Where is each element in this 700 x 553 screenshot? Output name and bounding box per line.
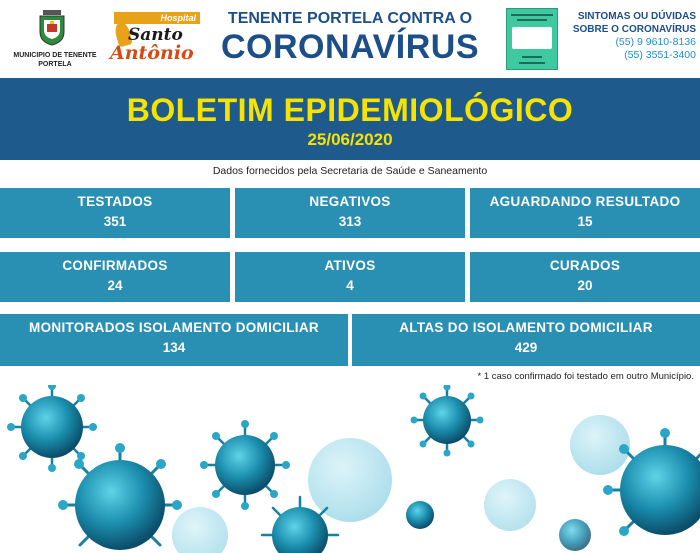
poster-line — [522, 56, 542, 58]
stat-label: CONFIRMADOS — [62, 258, 168, 273]
stat-value: 4 — [346, 278, 354, 293]
stat-label: ALTAS DO ISOLAMENTO DOMICILIAR — [399, 320, 653, 335]
stat-label: AGUARDANDO RESULTADO — [489, 194, 681, 209]
stat-value: 24 — [107, 278, 123, 293]
hospital-logo — [108, 12, 204, 68]
virus — [406, 501, 434, 529]
header — [0, 0, 700, 78]
stat-label: TESTADOS — [77, 194, 153, 209]
stat-value: 313 — [338, 214, 362, 229]
virus — [200, 420, 290, 510]
hospital-name-antonio: Antônio — [110, 42, 194, 64]
stat-label: CURADOS — [549, 258, 621, 273]
municipal-crest-icon — [38, 10, 66, 46]
stat-label: ATIVOS — [324, 258, 376, 273]
stat-label: NEGATIVOS — [309, 194, 391, 209]
campaign-title: CORONAVÍRUS — [221, 28, 479, 66]
stat-value: 134 — [162, 340, 186, 355]
stat-ativos — [235, 252, 465, 302]
poster-line — [517, 19, 547, 21]
contact-line-1: SINTOMAS OU DÚVIDAS — [577, 11, 696, 22]
stat-value: 20 — [577, 278, 593, 293]
bulletin-date: 25/06/2020 — [307, 130, 393, 149]
stat-value: 15 — [577, 214, 593, 229]
virus — [411, 385, 484, 457]
data-source: Dados fornecidos pela Secretaria de Saúde e Saneamento — [212, 165, 488, 177]
contact-phone-1: (55) 9 9610-8136 — [615, 36, 696, 48]
municipality-name: MUNICIPIO DE TENENTE PORTELA — [13, 52, 97, 68]
campaign-poster-image — [506, 8, 558, 70]
virus-blur — [484, 479, 536, 531]
stat-aguardando — [470, 188, 700, 238]
stat-label: MONITORADOS ISOLAMENTO DOMICILIAR — [29, 320, 319, 335]
virus — [7, 385, 97, 472]
stat-altas — [352, 314, 700, 366]
stat-value: 429 — [514, 340, 538, 355]
virus-blur — [308, 438, 392, 522]
bulletin-banner — [0, 78, 700, 160]
stat-curados — [470, 252, 700, 302]
virus-blur — [172, 507, 228, 553]
contact-info — [560, 10, 696, 62]
poster-line — [519, 62, 545, 64]
stat-value: 351 — [103, 214, 127, 229]
bulletin-title: BOLETIM EPIDEMIOLÓGICO — [126, 92, 574, 128]
stat-negativos — [235, 188, 465, 238]
virus — [559, 519, 591, 551]
footnote: * 1 caso confirmado foi testado em outro Município. — [477, 371, 694, 382]
stat-monitorados — [0, 314, 348, 366]
contact-line-2: SOBRE O CORONAVÍRUS — [572, 24, 696, 35]
virus — [58, 443, 182, 550]
poster-line — [511, 14, 553, 16]
campaign-subtitle: TENENTE PORTELA CONTRA O — [227, 10, 473, 27]
contact-phone-2: (55) 3551-3400 — [624, 49, 696, 61]
hospital-label: Hospital — [114, 12, 200, 24]
poster-panel — [512, 27, 552, 49]
coronavirus-illustration — [0, 385, 700, 553]
stat-testados — [0, 188, 230, 238]
stat-confirmados — [0, 252, 230, 302]
hospital-name-santo: Santo — [128, 25, 183, 45]
